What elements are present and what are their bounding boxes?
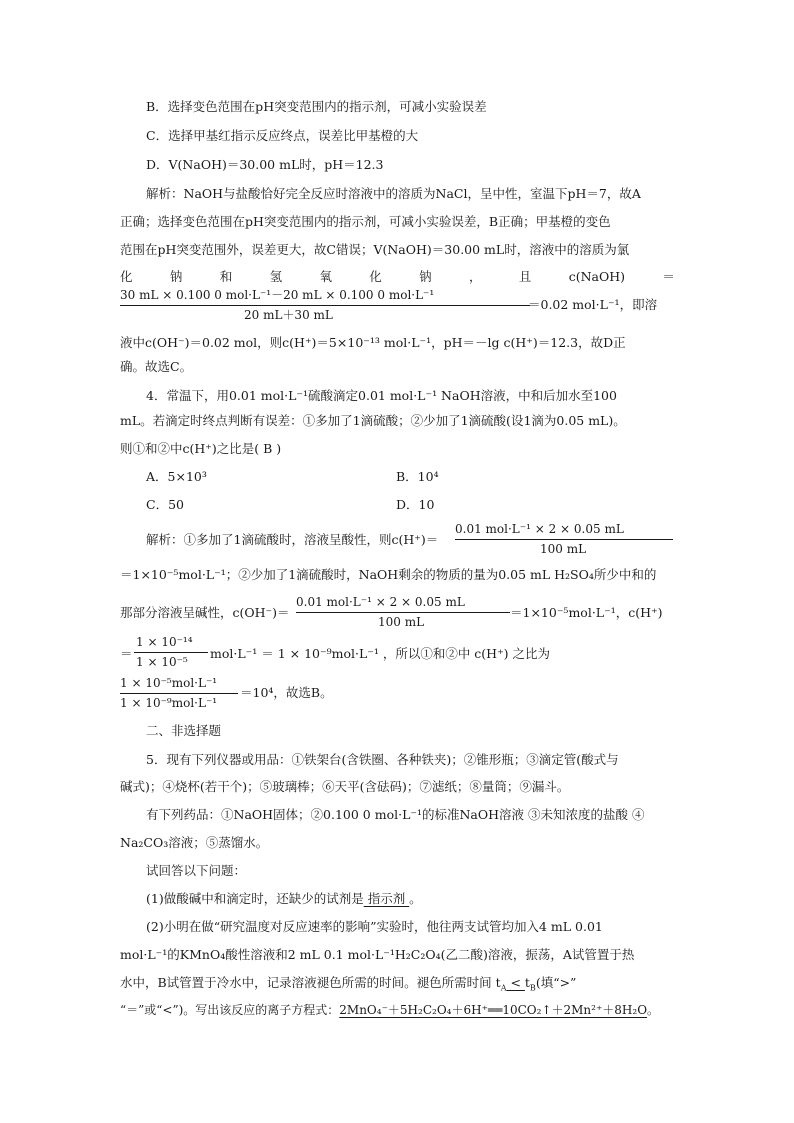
q5-part2-equation-line <box>120 1001 659 1019</box>
punct: 。 <box>409 891 422 906</box>
word: c(NaOH) <box>568 269 626 284</box>
q5-part2-text: “＝”或“<”)。写出该反应的离子方程式： <box>120 1003 340 1017</box>
word: 化 <box>120 269 133 284</box>
q5-part1-answer: 指示剂 <box>363 891 410 906</box>
q4-analysis-line: mol·L⁻¹ ＝ 1 × 10⁻⁹mol·L⁻¹ ，所以①和②中 c(H⁺) 之比为 <box>210 646 551 661</box>
q5-part2-text: t <box>524 975 530 990</box>
fraction-bar <box>120 693 238 694</box>
option-b: B．选择变色范围在pH突变范围内的指示剂，可减小实验误差 <box>146 99 487 114</box>
word: ＝ <box>662 269 675 284</box>
q5-part2: mol·L⁻¹的KMnO₄酸性溶液和2 mL 0.1 mol·L⁻¹H₂C₂O₄(乙二酸)溶液，振荡，A试管置于热 <box>120 947 635 962</box>
q5-part2: (2)小明在做“研究温度对反应速率的影响”实验时，他往两支试管均加入4 mL 0.01 <box>146 919 603 934</box>
subscript: A <box>500 983 507 993</box>
q3-analysis-line: 范围在pH突变范围外，误差更大，故C错误；V(NaOH)＝30.00 mL时，溶液中的溶质为氯 <box>120 242 630 257</box>
word: 且 <box>518 269 532 284</box>
option-c: C．选择甲基红指示反应终点，误差比甲基橙的大 <box>146 128 419 143</box>
q5-part1-text: (1)做酸碱中和滴定时，还缺少的试剂是 <box>146 891 364 906</box>
fraction-numerator: 30 mL × 0.100 0 mol·L⁻¹－20 mL × 0.100 0 mol·L⁻¹ <box>120 288 435 302</box>
q4-option-c: C．50 <box>146 497 184 512</box>
word: 化 <box>369 269 382 284</box>
q5-part2-answer: < <box>506 975 525 990</box>
q4-analysis-line: ＝1×10⁻⁵mol·L⁻¹，c(H⁺) <box>510 605 663 620</box>
fraction-numerator: 1 × 10⁻⁵mol·L⁻¹ <box>120 676 218 690</box>
q3-analysis-line: 解析：NaOH与盐酸恰好完全反应时溶液中的溶质为NaCl，呈中性，室温下pH＝7，故A <box>146 186 641 201</box>
word: 氧 <box>319 269 332 284</box>
fraction-bar <box>455 539 673 540</box>
punct: 。 <box>647 1003 660 1017</box>
ionic-equation-answer: 2MnO₄⁻＋5H₂C₂O₄＋6H⁺══10CO₂↑＋2Mn²⁺＋8H₂O <box>339 1003 648 1017</box>
word: 钠 <box>419 269 432 284</box>
q5-part2-text: (填“>” <box>535 975 577 990</box>
subscript: B <box>529 983 536 993</box>
fraction-denominator: 100 mL <box>378 615 425 629</box>
word: 钠 <box>169 269 183 284</box>
fraction-bar <box>296 612 510 613</box>
q5-stem: Na₂CO₃溶液；⑤蒸馏水。 <box>120 835 269 850</box>
fraction-numerator: 0.01 mol·L⁻¹ × 2 × 0.05 mL <box>455 522 624 536</box>
fraction-bar <box>120 305 530 306</box>
q5-stem: 5．现有下列仪器或用品：①铁架台(含铁圈、各种铁夹)；②锥形瓶；③滴定管(酸式与 <box>146 752 619 767</box>
fraction-result: ＝0.02 mol·L⁻¹，即溶 <box>528 297 658 312</box>
fraction-denominator: 20 mL＋30 mL <box>244 308 333 322</box>
q4-analysis-line: 那部分溶液呈碱性，c(OH⁻)＝ <box>120 605 290 620</box>
q4-stem: 4．常温下，用0.01 mol·L⁻¹硫酸滴定0.01 mol·L⁻¹ NaOH溶液，中和后加水至100 <box>146 388 617 403</box>
q4-option-d: D．10 <box>396 497 435 512</box>
q4-stem: mL。若滴定时终点判断有误差：①多加了1滴硫酸；②少加了1滴硫酸(设1滴为0.05 mL)。 <box>120 413 626 428</box>
fraction-bar <box>134 652 208 653</box>
word: 氢 <box>269 269 283 284</box>
word: 和 <box>219 269 233 284</box>
fraction-numerator: 1 × 10⁻¹⁴ <box>136 635 193 649</box>
q5-part1 <box>146 890 422 908</box>
q5-part2-text: 水中，B试管置于冷水中，记录溶液褪色所需的时间。褪色所需时间 t <box>120 975 501 990</box>
section-heading: 二、非选择题 <box>146 723 222 738</box>
q3-analysis-line: 液中c(OH⁻)＝0.02 mol，则c(H⁺)＝5×10⁻¹³ mol·L⁻¹，pH＝－lg c(H⁺)＝12.3，故D正 <box>120 335 626 350</box>
fraction-numerator: 0.01 mol·L⁻¹ × 2 × 0.05 mL <box>296 595 465 609</box>
q3-analysis-line: 正确；选择变色范围在pH突变范围内的指示剂，可减小实验误差，B正确；甲基橙的变色 <box>120 214 611 229</box>
q5-part2-line <box>120 974 576 998</box>
fraction-denominator: 1 × 10⁻⁵ <box>136 655 188 669</box>
q4-analysis-line: ＝1×10⁻⁵mol·L⁻¹；②少加了1滴硫酸时，NaOH剩余的物质的量为0.05 mL H₂SO₄所少中和的 <box>120 567 657 582</box>
q3-analysis-line: 确。故选C。 <box>120 359 193 374</box>
q5-stem: 碱式)；④烧杯(若干个)；⑤玻璃棒；⑥天平(含砝码)；⑦滤纸；⑧量筒；⑨漏斗。 <box>120 779 570 794</box>
q5-stem: 有下列药品：①NaOH固体；②0.100 0 mol·L⁻¹的标准NaOH溶液 ③未知浓度的盐酸 ④ <box>146 807 645 822</box>
q4-analysis-line: 解析：①多加了1滴硫酸时，溶液呈酸性，则c(H⁺)＝ <box>146 532 439 547</box>
fraction-denominator: 1 × 10⁻⁹mol·L⁻¹ <box>120 696 218 710</box>
q4-option-a: A．5×10³ <box>146 469 207 484</box>
word: ， <box>469 269 482 284</box>
q4-stem: 则①和②中c(H⁺)之比是( B ) <box>120 441 282 456</box>
q5-stem: 试回答以下问题： <box>146 863 247 878</box>
fraction-denominator: 100 mL <box>540 542 587 556</box>
q4-analysis-line: ＝ <box>120 646 133 661</box>
q4-analysis-line: ＝10⁴，故选B。 <box>240 685 333 700</box>
q4-option-b: B．10⁴ <box>396 469 439 484</box>
option-d: D．V(NaOH)＝30.00 mL时，pH＝12.3 <box>146 157 384 172</box>
q3-analysis-justified-line <box>120 268 675 286</box>
